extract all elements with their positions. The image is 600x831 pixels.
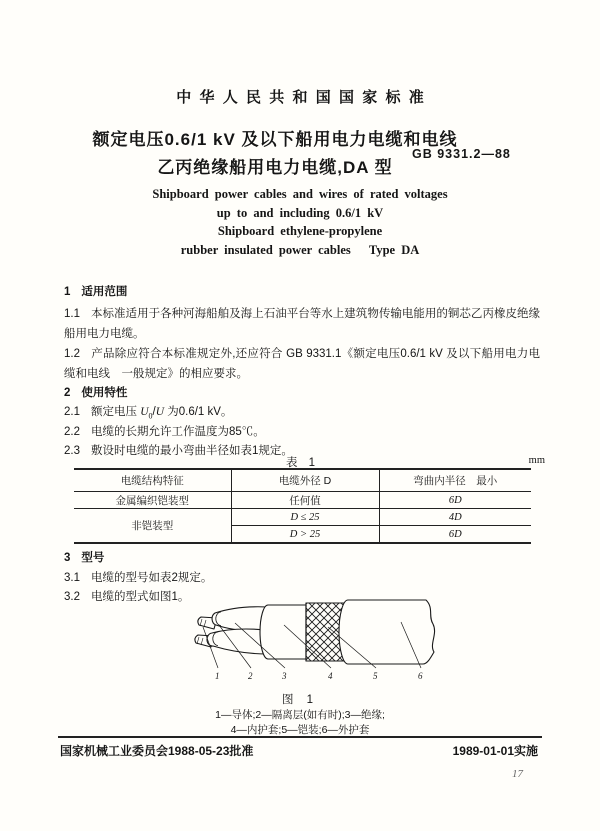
clause-text: 为0.6/1 kV。: [164, 406, 233, 418]
clause-text: 敷设时电缆的最小弯曲半径如表1规定。: [91, 445, 293, 457]
section-title: 型号: [81, 552, 105, 564]
table-cell: D ≤ 25: [231, 509, 379, 526]
figure-callout-3: 3: [282, 671, 287, 681]
figure-callout-6: 6: [418, 671, 423, 681]
section-title: 适用范围: [81, 286, 128, 298]
slash: /: [152, 406, 156, 418]
figure-1-legend-line2: 4—内护套;5—铠装;6—外护套: [230, 724, 370, 736]
figure-callout-5: 5: [373, 671, 378, 681]
table-cell: 金属编织铠装型: [74, 492, 231, 509]
title-cn-line1: 额定电压0.6/1 kV 及以下船用电力电缆和电线: [92, 130, 458, 149]
inner-sheath-shape: [260, 605, 306, 659]
clause-3-1: [64, 568, 540, 588]
table-header-bend-radius: 弯曲内半径 最小: [379, 469, 531, 492]
voltage-symbol: U: [155, 406, 165, 418]
section-3-heading: [64, 548, 540, 568]
cable-diagram-svg: [188, 594, 446, 688]
outer-sheath-shape: [339, 600, 435, 664]
table-cell: 6D: [379, 492, 531, 509]
english-title-line: Shipboard ethylene-propylene: [217, 224, 383, 238]
clause-2-2: [64, 422, 540, 442]
figure-callout-4: 4: [328, 671, 333, 681]
cable-cutaway-figure: [188, 594, 446, 693]
implementation-date: 1989-01-01实施: [452, 744, 538, 758]
table-cell: D > 25: [231, 526, 379, 544]
english-title-line: up to and including 0.6/1 kV: [216, 205, 384, 220]
clause-text: 电缆的型式如图1。: [91, 591, 190, 603]
section-title: 使用特性: [81, 387, 128, 399]
clause-text: 产品除应符合本标准规定外,还应符合 GB 9331.1《额定电压0.6/1 kV 及以下船用电力电缆和电线 一般规定》的相应要求。: [64, 348, 540, 380]
table-cell: 4D: [379, 509, 531, 526]
table-header-structure: 电缆结构特征: [74, 469, 231, 492]
clause-number: 3.1: [64, 572, 80, 584]
national-standard-heading: 中华人民共和国国家标准: [176, 89, 432, 106]
clause-number: 2.1: [64, 406, 80, 418]
section-number: 2: [64, 387, 71, 399]
clause-number: 3.2: [64, 591, 80, 603]
clause-text: 本标准适用于各种河海船舶及海上石油平台等水上建筑物传输电能用的铜芯乙丙橡皮绝缘船用电力电缆。: [64, 308, 540, 340]
clause-text: 电缆的型号如表2规定。: [91, 572, 213, 584]
table-cell: 6D: [379, 526, 531, 544]
english-title-line: rubber insulated power cables Type DA: [180, 242, 420, 257]
clause-number: 1.1: [64, 308, 80, 320]
table-caption-text: 表 1: [285, 457, 320, 469]
english-title-block: [0, 185, 600, 259]
table-cell: 非铠装型: [131, 520, 174, 532]
clause-1-1: [64, 304, 540, 344]
figure-1-legend-line1: 1—导体;2—隔离层(如有时);3—绝缘;: [215, 709, 385, 721]
clause-text: 额定电压: [91, 406, 141, 418]
section-number: 1: [64, 286, 71, 298]
figure-callout-2: 2: [248, 671, 253, 681]
table-1: [74, 468, 531, 544]
figure-1-title: 图 1: [281, 694, 319, 706]
table-header-diameter: 电缆外径 D: [231, 469, 379, 492]
clause-number: 1.2: [64, 348, 80, 360]
standard-code: GB 9331.2—88: [412, 147, 511, 161]
table-cell: 任何值: [231, 492, 379, 509]
footer-divider: [58, 736, 542, 738]
figure-callout-1: 1: [215, 671, 220, 681]
section-1-heading: [64, 282, 540, 302]
section-2-heading: [64, 383, 540, 403]
clause-text: 电缆的长期允许工作温度为85℃。: [91, 426, 265, 438]
clause-number: 2.2: [64, 426, 80, 438]
clause-1-2: [64, 344, 540, 384]
english-title-line: Shipboard power cables and wires of rated voltages: [152, 187, 448, 201]
clause-number: 2.3: [64, 445, 80, 457]
voltage-symbol: U: [140, 406, 149, 418]
title-cn-line2: 乙丙绝缘船用电力电缆,DA 型: [157, 158, 393, 177]
table-unit-label: mm: [528, 455, 545, 466]
approval-authority-date: 国家机械工业委员会1988-05-23批准: [60, 744, 254, 758]
voltage-subscript: 0: [148, 411, 153, 421]
page-number: 17: [512, 768, 523, 780]
section-number: 3: [64, 552, 71, 564]
